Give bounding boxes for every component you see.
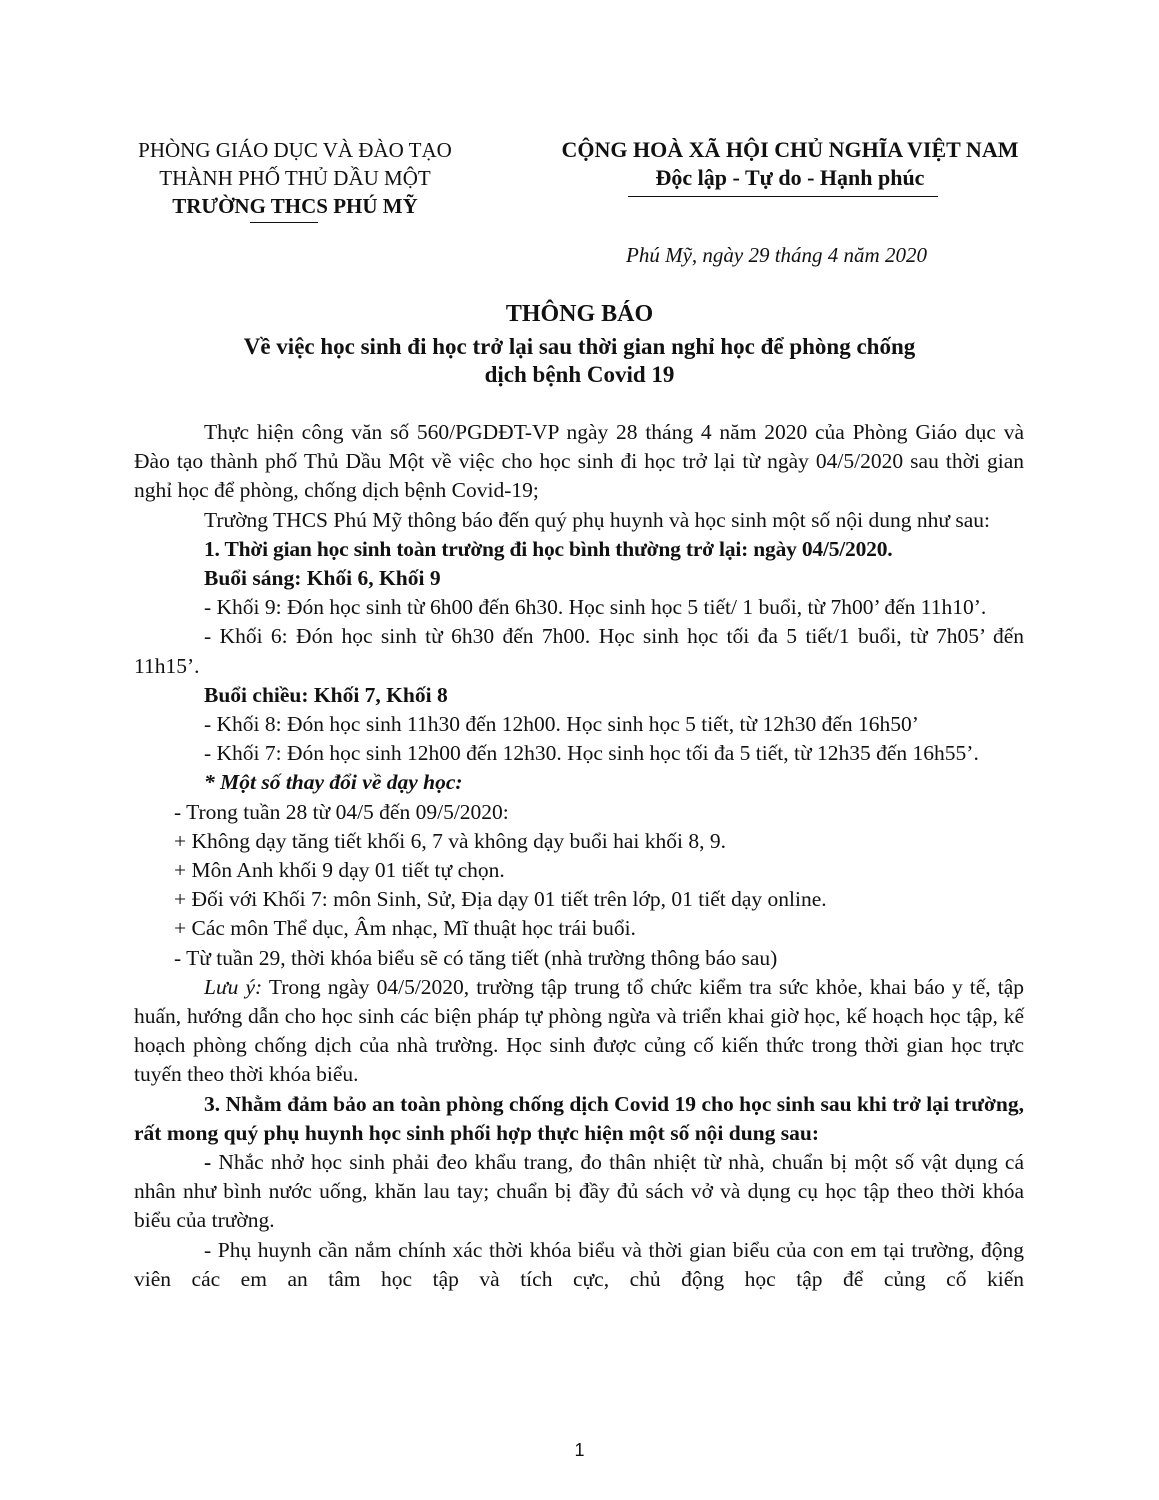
change-item: + Không dạy tăng tiết khối 6, 7 và không dạy buổi hai khối 8, 9. <box>174 828 726 853</box>
document-body <box>134 418 1024 1294</box>
document-date: Phú Mỹ, ngày 29 tháng 4 năm 2020 <box>626 243 927 267</box>
national-name: CỘNG HOÀ XÃ HỘI CHỦ NGHĨA VIỆT NAM <box>561 137 1019 162</box>
item-dash: - <box>204 1150 212 1175</box>
document-subject-line-2: dịch bệnh Covid 19 <box>484 362 675 387</box>
morning-grade-9: - Khối 9: Đón học sinh từ 6h00 đến 6h30. Học sinh học 5 tiết/ 1 buổi, từ 7h00’ đến 11h10’. <box>204 595 987 620</box>
page-number: 1 <box>574 1440 585 1460</box>
document-subject-line-1: Về việc học sinh đi học trở lại sau thời gian nghỉ học để phòng chống <box>243 334 916 359</box>
org-line-school: TRƯỜNG THCS PHÚ MỸ <box>172 194 418 218</box>
org-line-city: THÀNH PHỐ THỦ DẦU MỘT <box>159 166 431 190</box>
national-header <box>540 136 1040 192</box>
morning-heading: Buổi sáng: Khối 6, Khối 9 <box>204 566 441 591</box>
org-header <box>100 136 490 220</box>
change-item: - Từ tuần 29, thời khóa biểu sẽ có tăng tiết (nhà trường thông báo sau) <box>174 945 778 970</box>
change-item: + Các môn Thể dục, Âm nhạc, Mĩ thuật học trái buổi. <box>174 916 636 941</box>
paragraph-announcement: Trường THCS Phú Mỹ thông báo đến quý phụ huynh và học sinh một số nội dung như sau: <box>204 507 991 532</box>
national-motto: Độc lập - Tự do - Hạnh phúc <box>655 165 925 190</box>
change-item: - Trong tuần 28 từ 04/5 đến 09/5/2020: <box>174 799 509 824</box>
section-1-heading: 1. Thời gian học sinh toàn trường đi học bình thường trở lại: ngày 04/5/2020. <box>204 536 893 561</box>
change-item: + Đối với Khối 7: môn Sinh, Sử, Địa dạy 01 tiết trên lớp, 01 tiết dạy online. <box>174 887 827 912</box>
section-3-item-1-text: Nhắc nhở học sinh phải đeo khẩu trang, đo thân nhiệt từ nhà, chuẩn bị một số vật dụng cá nhân như bình nước uống, khăn lau tay; chuẩn bị đầy đủ sách vở và dụng cụ học tập theo thời khóa biểu của trường. <box>134 1150 1024 1233</box>
note-text: Trong ngày 04/5/2020, trường tập trung tổ chức kiểm tra sức khỏe, khai báo y tế, tập huấn, hướng dẫn cho học sinh các biện pháp tự phòng ngừa và triển khai giờ học, kế hoạch học tập, kế hoạch phòng chống dịch của nhà trường. Học sinh được củng cố kiến thức trong thời gian học trực tuyến theo thời khóa biểu. <box>134 974 1025 1087</box>
org-underline <box>250 222 318 223</box>
morning-grade-6: - Khối 6: Đón học sinh từ 6h30 đến 7h00. Học sinh học tối đa 5 tiết/1 buổi, từ 7h05’ đến 11h15’. <box>134 624 1024 678</box>
note-label: Lưu ý: <box>204 974 263 999</box>
change-item: + Môn Anh khối 9 dạy 01 tiết tự chọn. <box>174 858 505 883</box>
afternoon-heading: Buổi chiều: Khối 7, Khối 8 <box>204 682 448 707</box>
changes-heading: * Một số thay đổi về dạy học: <box>204 770 463 795</box>
note-paragraph <box>134 973 1024 1090</box>
org-line-department: PHÒNG GIÁO DỤC VÀ ĐÀO TẠO <box>138 138 452 162</box>
afternoon-grade-8: - Khối 8: Đón học sinh 11h30 đến 12h00. Học sinh học 5 tiết, từ 12h30 đến 16h50’ <box>204 712 919 737</box>
motto-underline <box>628 196 938 197</box>
document-title: THÔNG BÁO <box>505 301 654 327</box>
section-3-heading: 3. Nhằm đảm bảo an toàn phòng chống dịch Covid 19 cho học sinh sau khi trở lại trường, rất mong quý phụ huynh học sinh phối hợp thực hiện một số nội dung sau: <box>134 1091 1024 1145</box>
section-3-item-1 <box>134 1148 1024 1236</box>
section-3-item-2: - Phụ huynh cần nắm chính xác thời khóa biểu và thời gian biểu của con em tại trường, động viên các em an tâm học tập và tích cực, chủ động học tập để củng cố kiến <box>134 1237 1024 1291</box>
afternoon-grade-7: - Khối 7: Đón học sinh 12h00 đến 12h30. Học sinh học tối đa 5 tiết, từ 12h35 đến 16h55’. <box>204 741 979 766</box>
paragraph-reference: Thực hiện công văn số 560/PGDĐT-VP ngày 28 tháng 4 năm 2020 của Phòng Giáo dục và Đào tạo thành phố Thủ Dầu Một về việc cho học sinh đi học trở lại từ ngày 04/5/2020 sau thời gian nghỉ học để phòng, chống dịch bệnh Covid-19; <box>134 420 1024 503</box>
